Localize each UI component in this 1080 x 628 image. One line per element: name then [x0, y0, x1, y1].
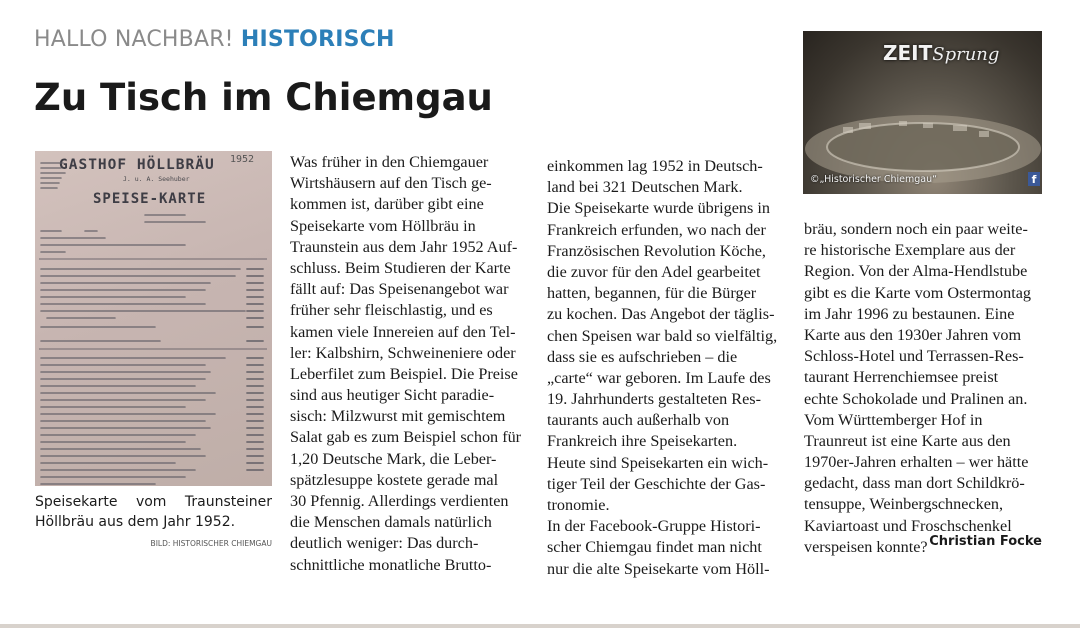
caption-line-2: Höllbräu aus dem Jahr 1952.	[35, 513, 236, 530]
article-line: Frankreich ihre Speisekarten.	[547, 432, 738, 451]
article-line: echte Schokolade und Pralinen an.	[804, 389, 1028, 408]
logo-script: Sprung	[932, 44, 1000, 65]
menu-title: SPEISE-KARTE	[93, 191, 207, 207]
article-line: Kaviartoast und Froschschenkel	[804, 516, 1012, 535]
article-line: Traunstein aus dem Jahr 1952 Auf-	[290, 237, 518, 256]
section-kicker	[34, 27, 395, 52]
article-column-1	[290, 152, 526, 576]
article-line: Was früher in den Chiemgauer	[290, 153, 489, 171]
article-line: scher Chiemgau findet man nicht	[547, 538, 762, 557]
article-line: sind aus heutiger Sicht paradie-	[290, 386, 495, 405]
article-line: Speisekarte vom Höllbräu in	[290, 216, 476, 235]
kicker-section: HISTORISCH	[240, 27, 395, 52]
article-line: 1,20 Deutsche Mark, die Leber-	[290, 449, 497, 468]
article-column-3	[804, 219, 1040, 558]
article-column-2	[547, 156, 783, 580]
menu-owner: J. u. A. Seehuber	[123, 175, 190, 183]
article-line: gedacht, dass man dort Schildkrö-	[804, 474, 1025, 493]
article-line: die zuvor für den Adel gearbeitet	[547, 262, 761, 281]
article-line: früher sehr fleischlastig, und es	[290, 301, 493, 320]
article-line: kamen viele Innereien auf den Tel-	[290, 322, 516, 341]
article-headline: Zu Tisch im Chiemgau	[34, 76, 493, 119]
article-line: hatten, begannen, für die Bürger	[547, 284, 757, 303]
article-line: schluss. Beim Studieren der Karte	[290, 258, 511, 277]
logo-main: ZEIT	[883, 41, 933, 65]
menu-year: 1952	[230, 154, 255, 165]
caption-word-1: Speisekarte	[35, 494, 118, 510]
article-line: tronomie.	[547, 496, 610, 514]
article-line: Schloss-Hotel und Terrassen-Res-	[804, 347, 1024, 366]
article-line: tensuppe, Weinbergschnecken,	[804, 495, 1004, 514]
group-label: ©„Historischer Chiemgau“	[810, 174, 938, 185]
article-line: Karte aus den 1930er Jahren vom	[804, 325, 1022, 344]
article-line: taurants auch außerhalb von	[547, 411, 730, 430]
zeitsprung-teaser	[803, 31, 1042, 194]
article-line: Leberfilet zum Beispiel. Die Preise	[290, 364, 518, 383]
article-line: schnittliche monatliche Brutto-	[290, 555, 492, 574]
article-line: 30 Pfennig. Allerdings verdienten	[290, 492, 509, 510]
menu-house-name: GASTHOF HÖLLBRÄU	[59, 157, 215, 173]
article-line: tiger Teil der Geschichte der Gas-	[547, 474, 766, 493]
article-line: chen Speisen war bald so vielfältig,	[547, 326, 778, 345]
article-line: taurant Herrenchiemsee preist	[804, 368, 999, 387]
article-line: 1970er-Jahren erhalten – wer hätte	[804, 453, 1029, 472]
zeitsprung-logo	[883, 41, 999, 65]
menu-photo	[35, 151, 272, 486]
article-line: die Menschen damals natürlich	[290, 513, 492, 532]
article-line: Wirtshäusern auf den Tisch ge-	[290, 174, 492, 193]
caption-word-2: vom	[135, 494, 167, 510]
page-edge	[0, 624, 1080, 628]
article-line: 19. Jahrhunderts gestalteten Res-	[547, 390, 761, 409]
article-line: re historische Exemplare aus der	[804, 241, 1016, 260]
image-credit: BILD: HISTORISCHER CHIEMGAU	[150, 539, 272, 548]
article-line: kommen ist, darüber gibt eine	[290, 195, 484, 214]
article-line: „carte“ war geboren. Im Laufe des	[547, 368, 771, 387]
article-line: zu kochen. Das Angebot der täglis-	[547, 305, 775, 324]
article-line: In der Facebook-Gruppe Histori-	[547, 517, 761, 536]
article-line: Vom Württemberger Hof in	[804, 410, 983, 429]
author-byline: Christian Focke	[929, 534, 1042, 549]
article-line: im Jahr 1996 zu bestaunen. Eine	[804, 304, 1015, 323]
article-line: spätzlesuppe kostete gerade mal	[290, 470, 499, 489]
article-line: einkommen lag 1952 in Deutsch-	[547, 157, 763, 175]
article-line: nur die alte Speisekarte vom Höll-	[547, 559, 770, 578]
article-line: sisch: Milzwurst mit gemischtem	[290, 407, 506, 426]
article-line: dass sie es aufschrieben – die	[547, 347, 738, 366]
image-caption	[35, 493, 272, 532]
article-line: Die Speisekarte wurde übrigens in	[547, 199, 770, 218]
article-line: Salat gab es zum Beispiel schon für	[290, 428, 522, 447]
article-line: land bei 321 Deutschen Mark.	[547, 178, 743, 197]
article-line: Französischen Revolution Köche,	[547, 241, 766, 260]
article-line: deutlich weniger: Das durch-	[290, 534, 479, 553]
article-line: ler: Kalbshirn, Schweineniere oder	[290, 343, 516, 362]
article-line: bräu, sondern noch ein paar weite-	[804, 220, 1028, 238]
article-line: fällt auf: Das Speisenangebot war	[290, 280, 509, 299]
article-line: Heute sind Speisekarten ein wich-	[547, 453, 769, 472]
menu-text-lines	[35, 151, 272, 486]
kicker-prefix: HALLO NACHBAR!	[34, 27, 234, 52]
article-line: Frankreich erfunden, wo nach der	[547, 220, 766, 239]
caption-word-3: Traunsteiner	[184, 494, 272, 510]
facebook-icon: f	[1028, 172, 1040, 186]
article-line: gibt es die Karte vom Ostermontag	[804, 283, 1032, 302]
article-line: Region. Von der Alma-Hendlstube	[804, 262, 1028, 281]
article-line: verspeisen konnte?	[804, 537, 928, 556]
article-line: Traunreut ist eine Karte aus den	[804, 431, 1011, 450]
